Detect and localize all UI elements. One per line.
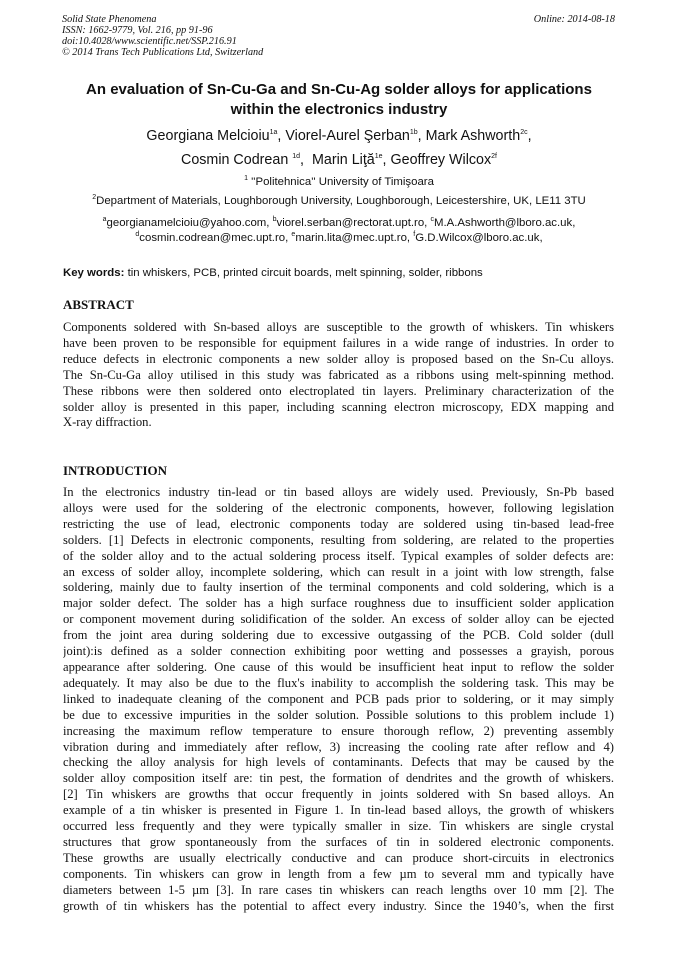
- affiliation-1: [40, 175, 638, 189]
- email-sup: d: [135, 231, 140, 239]
- author-sep: ,: [382, 152, 391, 168]
- intro-line: soldering, mainly due to faulty insertion of the terminal components and cold soldering, which is a: [63, 580, 614, 595]
- intro-line: linked to inadequate cleaning of the component and PCB pads prior to soldering, or it may simply: [63, 691, 614, 706]
- journal-name: Solid State Phenomena: [62, 14, 157, 25]
- author-sep: ,: [277, 128, 286, 144]
- online-date: Online: 2014-08-18: [533, 14, 615, 25]
- paper-title: [40, 80, 638, 120]
- affiliation-text: Department of Materials, Loughborough University, Loughborough, Leicestershire, UK, LE11 3TU: [96, 195, 586, 207]
- email-list: [40, 216, 638, 246]
- affiliation-text: ''Politehnica'' University of Timişoara: [247, 176, 434, 188]
- author-sup: 2f: [491, 153, 497, 161]
- abstract-line: solder alloy is presented in this paper, including scanning electron microscopy, EDX mapping and: [63, 399, 614, 414]
- email-link[interactable]: cosmin.codrean@mec.upt.ro,: [139, 232, 292, 244]
- author-sup: 1b: [409, 129, 418, 137]
- email-sup: c: [430, 216, 435, 224]
- journal-issn: ISSN: 1662-9779, Vol. 216, pp 91-96: [62, 25, 213, 36]
- author-sup: 1a: [269, 129, 278, 137]
- affiliation-sup: 1: [244, 175, 248, 183]
- intro-line: alloys were used for the soldering of the electronic components, however, following legislation: [63, 500, 614, 515]
- intro-line: components. Tin whiskers can grow in length from a few µm to several mm and typically have: [63, 866, 614, 881]
- email-sup: f: [413, 231, 416, 239]
- email-sup: a: [102, 216, 107, 224]
- keywords-text: tin whiskers, PCB, printed circuit boards, melt spinning, solder, ribbons: [124, 267, 483, 279]
- introduction-body: [63, 485, 614, 914]
- author-sup: 2c: [520, 129, 528, 137]
- intro-line: from the joint area during soldering due to excessive outgassing of the PCB. Cold solder (dull: [63, 628, 614, 643]
- intro-line: In the electronics industry tin-lead or tin based alloys are widely used. Previously, Sn-Pb based: [63, 485, 614, 499]
- intro-line: or component movement during solidification of the solder. An excess of solder alloy can be ejected: [63, 612, 614, 627]
- journal-doi: doi:10.4028/www.scientific.net/SSP.216.91: [62, 36, 237, 47]
- affiliation-sup: 2: [92, 194, 97, 202]
- intro-line: be due to excessive impurities in the solder solution. Possible solutions to this problem include 1): [63, 707, 614, 722]
- author-sep: ,: [417, 128, 426, 144]
- abstract-line: have been proven to be responsible for equipment failures in a wide range of industries. In order to: [63, 335, 614, 350]
- intro-line: major solder defect. The solder has a high surface roughness due to insufficient solder application: [63, 596, 614, 611]
- abstract-body: [63, 320, 614, 431]
- intro-line: of the solder alloy and to the actual soldering process itself. Typical examples of solder defects are:: [63, 548, 614, 563]
- intro-line: adequately. It may also be due to the flux's inability to accomplish the soldering task. This may be: [63, 675, 614, 690]
- email-link[interactable]: marin.lita@mec.upt.ro,: [295, 232, 414, 244]
- intro-line: solder alloy composition itself are: tin pest, the formation of dendrites and the growth of whiskers.: [63, 771, 614, 786]
- author-sep: ,: [527, 128, 532, 144]
- email-link[interactable]: viorel.serban@rectorat.upt.ro,: [276, 217, 431, 229]
- introduction-heading: INTRODUCTION: [63, 463, 168, 478]
- intro-line: restricting the use of lead, electronic components today are soldered using tin-based lead-free: [63, 516, 614, 531]
- abstract-line: The Sn-Cu-Ga alloy utilised in this study was fabricated as a ribbons using melt-spinning method.: [63, 367, 614, 382]
- author-name: Mark Ashworth: [425, 128, 521, 144]
- journal-header: [62, 14, 263, 58]
- intro-line: growth of tin whiskers has the potential to affect every industry. Since the 1940’s, when the first: [63, 898, 614, 913]
- email-link[interactable]: M.A.Ashworth@lboro.ac.uk,: [434, 217, 576, 229]
- author-sup: 1e: [374, 153, 383, 161]
- abstract-heading: ABSTRACT: [63, 297, 134, 312]
- author-sup: 1d: [292, 153, 301, 161]
- intro-line: These growths are usually electrically conductive and can produce short-circuits in electronics: [63, 850, 614, 865]
- affiliation-2: [40, 194, 638, 208]
- intro-line: occurred less frequently and they were typically smaller in size. Tin whiskers are single crystal: [63, 819, 614, 834]
- intro-line: vibration during and immediately after reflow, 3) increasing the cooling rate after reflow and 4): [63, 739, 614, 754]
- intro-line: checking the alloy analysis for high levels of contaminants. Defects that may be caused by the: [63, 755, 614, 770]
- abstract-line: These ribbons were then soldered onto electroplated tin layers. Preliminary characterization of the: [63, 383, 614, 398]
- author-name: Marin Liţă: [311, 152, 375, 168]
- author-name: Viorel-Aurel Şerban: [285, 128, 410, 144]
- abstract-line: Components soldered with Sn-based alloys are susceptible to the growth of whiskers. Tin whiskers: [63, 320, 614, 334]
- intro-line: [2] Tin whiskers are growths that occur frequently in joints soldered with Sn based alloys. An: [63, 787, 614, 802]
- journal-copyright: © 2014 Trans Tech Publications Ltd, Switzerland: [62, 47, 264, 58]
- title-line: within the electronics industry: [230, 101, 448, 118]
- keywords-label: Key words:: [63, 267, 125, 279]
- email-link[interactable]: georgianamelcioiu@yahoo.com,: [106, 217, 273, 229]
- intro-line: solders. [1] Defects in electronic components, resulting from soldering, are related to the properties: [63, 532, 614, 547]
- author-name: Cosmin Codrean: [181, 152, 293, 168]
- intro-line: increasing the maximum reflow temperature to ensure thorough reflow, 2) preventing assembly: [63, 723, 614, 738]
- email-sup: e: [291, 231, 296, 239]
- intro-line: joint):is defined as a solder connection exhibiting poor wetting and possesses a grayish, porous: [63, 644, 614, 659]
- author-name: Georgiana Melcioiu: [146, 128, 270, 144]
- title-line: An evaluation of Sn-Cu-Ga and Sn-Cu-Ag solder alloys for applications: [86, 81, 592, 98]
- intro-line: example of a tin whisker is presented in Figure 1. In tin-lead based alloys, the growth of whiskers: [63, 803, 614, 818]
- intro-line: appearance after soldering. One cause of this would be insufficient heat input to reflow the solder: [63, 659, 614, 674]
- abstract-line: X-ray diffraction.: [63, 415, 152, 430]
- email-link[interactable]: G.D.Wilcox@lboro.ac.uk,: [415, 232, 543, 244]
- intro-line: an excess of solder alloy, incomplete soldering, which can result in a joint with low strength, false: [63, 564, 614, 579]
- author-sep: ,: [300, 152, 312, 168]
- intro-line: diameters between 1-5 µm [3]. In rare cases tin whiskers can reach lengths over 10 mm [2]. The: [63, 882, 614, 897]
- email-line: [40, 231, 638, 246]
- author-name: Geoffrey Wilcox: [390, 152, 492, 168]
- abstract-line: reduce defects in electronic components a new solder alloy is proposed based on the Sn-Cu alloys.: [63, 351, 614, 366]
- author-line: [40, 148, 638, 172]
- author-list: [40, 124, 638, 172]
- author-line: [40, 124, 638, 148]
- email-line: [40, 216, 638, 231]
- email-sup: b: [272, 216, 277, 224]
- intro-line: structures that grow spontaneously from the surfaces of tin in soldered electronic components.: [63, 834, 614, 849]
- keywords: [63, 267, 483, 279]
